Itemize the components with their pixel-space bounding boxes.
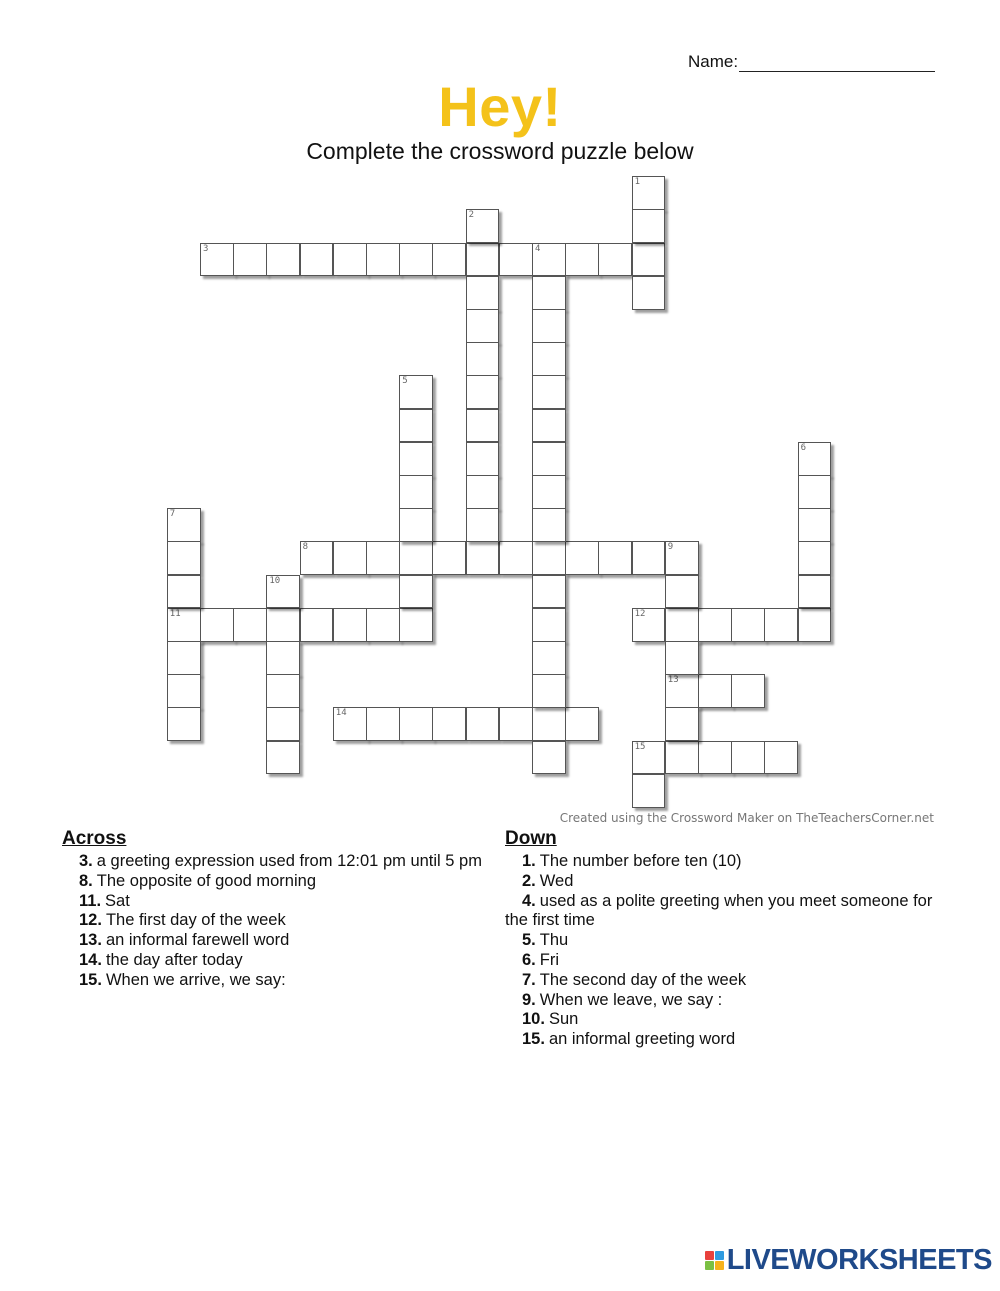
across-clue <box>62 852 492 872</box>
crossword-cell[interactable] <box>665 741 699 775</box>
clue-number: 3. <box>79 852 93 870</box>
crossword-cell[interactable] <box>167 641 201 675</box>
cell-clue-number: 8 <box>302 542 309 553</box>
cell-clue-number: 1 <box>634 177 641 188</box>
crossword-cell[interactable] <box>532 309 566 343</box>
crossword-cell[interactable] <box>731 741 765 775</box>
across-clue <box>62 931 492 951</box>
crossword-cell[interactable] <box>698 674 732 708</box>
crossword-cell[interactable] <box>532 741 566 775</box>
crossword-cell[interactable] <box>731 608 765 642</box>
crossword-cell[interactable] <box>366 541 400 575</box>
down-clue <box>505 951 935 971</box>
clue-text: an informal farewell word <box>105 931 290 950</box>
cell-clue-number: 9 <box>667 542 674 553</box>
crossword-cell[interactable] <box>665 541 699 575</box>
clue-number: 1. <box>522 852 536 870</box>
clue-text: The number before ten (10) <box>539 852 742 870</box>
clue-text: the day after today <box>105 950 243 969</box>
down-clue <box>505 1010 935 1030</box>
crossword-cell[interactable] <box>466 309 500 343</box>
crossword-cell[interactable] <box>200 243 234 277</box>
crossword-cell[interactable] <box>665 641 699 675</box>
crossword-cell[interactable] <box>167 508 201 542</box>
cell-clue-number: 12 <box>634 608 646 619</box>
crossword-cell[interactable] <box>798 608 832 642</box>
clue-number: 15. <box>522 1030 545 1049</box>
crossword-cell[interactable] <box>399 442 433 476</box>
crossword-cell[interactable] <box>632 608 666 642</box>
crossword-cell[interactable] <box>167 541 201 575</box>
name-label: Name: <box>688 52 739 71</box>
crossword-cell[interactable] <box>399 707 433 741</box>
crossword-cell[interactable] <box>532 442 566 476</box>
clue-number: 12. <box>79 911 102 930</box>
crossword-cell[interactable] <box>532 674 566 708</box>
crossword-cell[interactable] <box>466 243 500 277</box>
crossword-cell[interactable] <box>399 541 433 575</box>
across-clue <box>62 951 492 971</box>
crossword-cell[interactable] <box>532 575 566 609</box>
clue-text: When we arrive, we say: <box>105 970 286 989</box>
cell-clue-number: 6 <box>800 442 807 453</box>
down-clues <box>505 827 935 1050</box>
crossword-cell[interactable] <box>432 541 466 575</box>
crossword-cell[interactable] <box>233 243 267 277</box>
crossword-cell[interactable] <box>399 575 433 609</box>
across-heading: Across <box>62 828 127 849</box>
across-clue-list <box>62 852 492 991</box>
crossword-cell[interactable] <box>466 475 500 509</box>
crossword-cell[interactable] <box>466 707 500 741</box>
crossword-cell[interactable] <box>466 541 500 575</box>
crossword-cell[interactable] <box>565 541 599 575</box>
clue-number: 10. <box>522 1010 545 1029</box>
down-clue <box>505 971 935 991</box>
down-clue <box>505 872 935 892</box>
across-clue <box>62 872 492 892</box>
crossword-cell[interactable] <box>333 541 367 575</box>
crossword-cell[interactable] <box>665 575 699 609</box>
credit-line: Created using the Crossword Maker on TheTeachersCorner.net <box>559 811 934 825</box>
clue-number: 7. <box>522 970 536 989</box>
crossword-cell[interactable] <box>499 707 533 741</box>
crossword-cell[interactable] <box>266 674 300 708</box>
crossword-cell[interactable] <box>798 575 832 609</box>
crossword-cell[interactable] <box>266 243 300 277</box>
crossword-cell[interactable] <box>698 741 732 775</box>
crossword-cell[interactable] <box>300 243 334 277</box>
crossword-cell[interactable] <box>333 608 367 642</box>
down-clue <box>505 1030 935 1050</box>
clue-number: 11. <box>79 891 102 910</box>
clue-text: The second day of the week <box>539 970 747 989</box>
across-clue <box>62 892 492 912</box>
clue-number: 4. <box>522 891 536 910</box>
crossword-cell[interactable] <box>632 541 666 575</box>
crossword-cell[interactable] <box>499 243 533 277</box>
crossword-cell[interactable] <box>266 608 300 642</box>
crossword-cell[interactable] <box>632 176 666 210</box>
cell-clue-number: 15 <box>634 741 646 752</box>
crossword-cell[interactable] <box>266 641 300 675</box>
crossword-cell[interactable] <box>399 608 433 642</box>
crossword-cell[interactable] <box>399 375 433 409</box>
crossword-cell[interactable] <box>300 541 334 575</box>
crossword-cell[interactable] <box>565 243 599 277</box>
crossword-cell[interactable] <box>466 375 500 409</box>
clue-text: an informal greeting word <box>548 1030 736 1049</box>
clue-number: 5. <box>522 931 536 950</box>
crossword-cell[interactable] <box>565 707 599 741</box>
crossword-cell[interactable] <box>598 541 632 575</box>
crossword-cell[interactable] <box>399 508 433 542</box>
cell-clue-number: 14 <box>335 708 347 719</box>
down-clue <box>505 852 935 872</box>
liveworksheets-logo <box>705 1244 992 1277</box>
crossword-cell[interactable] <box>167 674 201 708</box>
clue-text: Wed <box>539 871 574 890</box>
crossword-cell[interactable] <box>200 608 234 642</box>
crossword-cell[interactable] <box>333 707 367 741</box>
crossword-cell[interactable] <box>432 707 466 741</box>
crossword-cell[interactable] <box>466 342 500 376</box>
crossword-cell[interactable] <box>665 707 699 741</box>
crossword-cell[interactable] <box>399 243 433 277</box>
down-clue-list <box>505 852 935 1050</box>
crossword-cell[interactable] <box>266 741 300 775</box>
crossword-cell[interactable] <box>233 608 267 642</box>
down-heading: Down <box>505 828 557 849</box>
crossword-cell[interactable] <box>798 442 832 476</box>
crossword-cell[interactable] <box>798 508 832 542</box>
page-subtitle: Complete the crossword puzzle below <box>306 138 694 164</box>
cell-clue-number: 5 <box>402 376 408 387</box>
crossword-cell[interactable] <box>532 608 566 642</box>
cell-clue-number: 2 <box>468 210 475 221</box>
crossword-cell[interactable] <box>665 608 699 642</box>
crossword-cell[interactable] <box>632 276 666 310</box>
clue-text: Thu <box>539 931 569 950</box>
clue-number: 14. <box>79 950 102 969</box>
crossword-cell[interactable] <box>532 276 566 310</box>
cell-clue-number: 4 <box>535 243 541 254</box>
crossword-cell[interactable] <box>532 641 566 675</box>
crossword-cell[interactable] <box>532 475 566 509</box>
cell-clue-number: 13 <box>667 675 679 686</box>
crossword-cell[interactable] <box>466 209 500 243</box>
crossword-cell[interactable] <box>532 375 566 409</box>
cell-clue-number: 10 <box>269 575 281 586</box>
clue-number: 8. <box>79 871 93 890</box>
crossword-cell[interactable] <box>632 741 666 775</box>
clue-number: 2. <box>522 871 536 890</box>
clue-number: 15. <box>79 970 102 989</box>
crossword-cell[interactable] <box>167 608 201 642</box>
cell-clue-number: 3 <box>203 243 209 254</box>
crossword-cell[interactable] <box>366 243 400 277</box>
crossword-cell[interactable] <box>532 342 566 376</box>
crossword-cell[interactable] <box>532 707 566 741</box>
crossword-cell[interactable] <box>532 541 566 575</box>
cell-clue-number: 7 <box>169 509 176 520</box>
crossword-cell[interactable] <box>366 608 400 642</box>
crossword-cell[interactable] <box>399 409 433 443</box>
crossword-cell[interactable] <box>333 243 367 277</box>
crossword-cell[interactable] <box>798 541 832 575</box>
crossword-cell[interactable] <box>798 475 832 509</box>
clue-text: When we leave, we say : <box>539 990 723 1009</box>
across-clue <box>62 971 492 991</box>
across-clue <box>62 911 492 931</box>
crossword-cell[interactable] <box>632 774 666 808</box>
crossword-cell[interactable] <box>764 608 798 642</box>
crossword-cell[interactable] <box>731 674 765 708</box>
across-clues <box>62 827 492 991</box>
logo-text: LIVEWORKSHEETS <box>726 1244 992 1276</box>
clue-number: 9. <box>522 990 536 1009</box>
down-clue <box>505 991 935 1011</box>
logo-badge-icon <box>705 1251 724 1270</box>
crossword-cell[interactable] <box>266 575 300 609</box>
crossword-cell[interactable] <box>598 243 632 277</box>
clue-text: The first day of the week <box>105 911 286 930</box>
clue-text: Sun <box>548 1010 579 1029</box>
clue-text: Sat <box>105 891 130 910</box>
crossword-cell[interactable] <box>167 707 201 741</box>
clue-number: 6. <box>522 950 536 969</box>
page-title: Hey! <box>438 75 562 138</box>
crossword-cell[interactable] <box>499 541 533 575</box>
clue-text: a greeting expression used from 12:01 pm until 5 pm <box>96 852 482 870</box>
crossword-cell[interactable] <box>532 243 566 277</box>
crossword-cell[interactable] <box>300 608 334 642</box>
cell-clue-number: 11 <box>169 608 181 619</box>
crossword-cell[interactable] <box>366 707 400 741</box>
crossword-cell[interactable] <box>466 276 500 310</box>
crossword-cell[interactable] <box>466 508 500 542</box>
crossword-cell[interactable] <box>167 575 201 609</box>
clue-text: used as a polite greeting when you meet someone for the first time <box>505 891 933 930</box>
crossword-cell[interactable] <box>466 442 500 476</box>
down-clue <box>505 892 935 932</box>
crossword-cell[interactable] <box>632 243 666 277</box>
clue-number: 13. <box>79 931 102 950</box>
crossword-cell[interactable] <box>632 209 666 243</box>
crossword-cell[interactable] <box>399 475 433 509</box>
clue-text: The opposite of good morning <box>96 871 316 890</box>
crossword-cell[interactable] <box>532 508 566 542</box>
crossword-cell[interactable] <box>266 707 300 741</box>
crossword-cell[interactable] <box>665 674 699 708</box>
crossword-cell[interactable] <box>532 409 566 443</box>
clue-text: Fri <box>539 950 560 969</box>
down-clue <box>505 931 935 951</box>
crossword-cell[interactable] <box>432 243 466 277</box>
crossword-cell[interactable] <box>698 608 732 642</box>
crossword-cell[interactable] <box>764 741 798 775</box>
crossword-cell[interactable] <box>466 409 500 443</box>
